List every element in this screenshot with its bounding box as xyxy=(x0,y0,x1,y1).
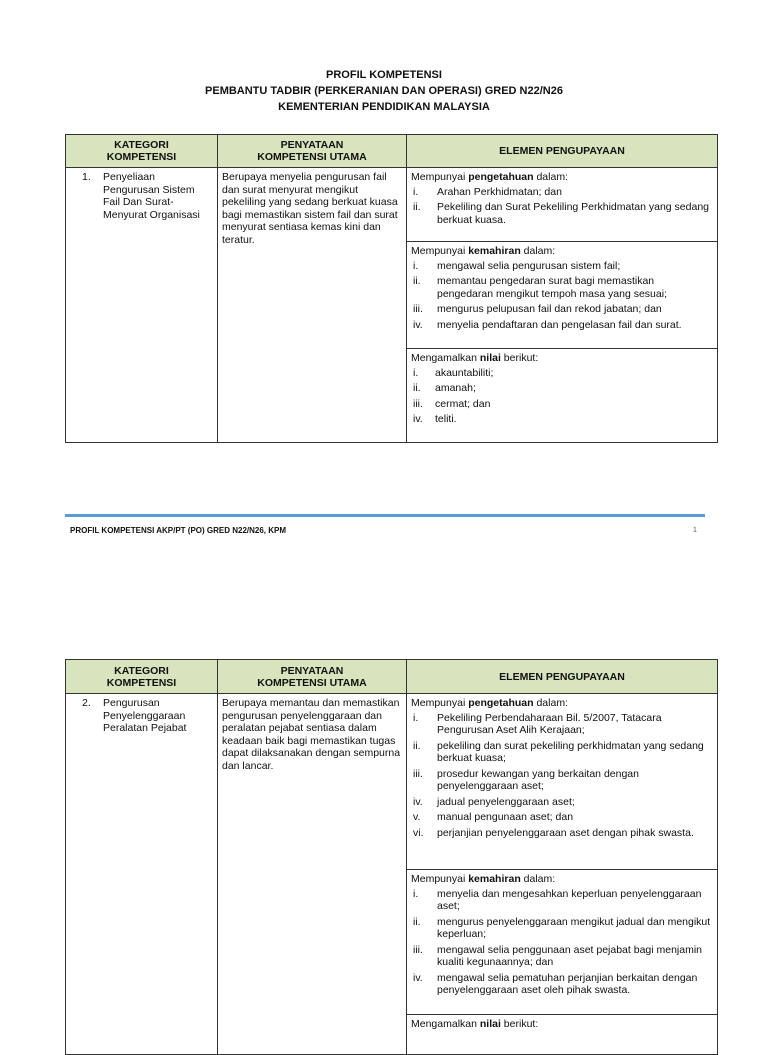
table-header-row xyxy=(66,660,718,694)
nilai-intro: Mengamalkan nilai berikut: xyxy=(411,1018,539,1030)
kemahiran-cell xyxy=(407,870,718,1015)
list-item: ii. pekeliling dan surat pekeliling perkhidmatan yang sedang berkuat kuasa; xyxy=(413,739,704,764)
header-elemen: ELEMEN PENGUPAYAAN xyxy=(407,135,718,168)
header-kategori: KATEGORI KOMPETENSI xyxy=(66,135,218,168)
list-item: ii. Pekeliling dan Surat Pekeliling Perkhidmatan yang sedang berkuat kuasa. xyxy=(413,201,710,226)
footer-rule xyxy=(65,514,705,517)
list-item: i. Arahan Perkhidmatan; dan xyxy=(413,185,562,198)
list-item: iv. mengawal selia pematuhan perjanjian berkaitan dengan penyelenggaraan aset oleh pihak swasta. xyxy=(413,971,698,996)
header-elemen: ELEMEN PENGUPAYAAN xyxy=(407,660,718,694)
header-kategori: KATEGORI KOMPETENSI xyxy=(66,660,218,694)
kategori-number: 2. xyxy=(82,697,91,709)
list-item: i. menyelia dan mengesahkan keperluan penyelenggaraan aset; xyxy=(413,887,702,912)
list-item: i. Pekeliling Perbendaharaan Bil. 5/2007, Tatacara Pengurusan Aset Alih Kerajaan; xyxy=(413,711,662,736)
list-item: iii. prosedur kewangan yang berkaitan dengan penyelenggaraan aset; xyxy=(413,767,639,792)
list-item: iv. teliti. xyxy=(413,413,457,425)
pengetahuan-list xyxy=(411,186,713,227)
pengetahuan-list xyxy=(411,712,713,840)
kategori-cell xyxy=(66,168,218,443)
table-header-row xyxy=(66,135,718,168)
pengetahuan-cell xyxy=(407,694,718,870)
nilai-cell xyxy=(407,1015,718,1055)
document-title xyxy=(0,67,768,115)
list-item: i. akauntabiliti; xyxy=(413,366,494,379)
table-row xyxy=(66,168,718,242)
list-item: ii. mengurus penyelenggaraan mengikut jadual dan mengikut keperluan; xyxy=(413,915,711,940)
title-line-2: PEMBANTU TADBIR (PERKERANIAN DAN OPERASI) GRED N22/N26 xyxy=(205,85,563,97)
competency-table-2 xyxy=(65,659,718,1055)
header-penyataan: PENYATAAN KOMPETENSI UTAMA xyxy=(218,660,407,694)
header-penyataan: PENYATAAN KOMPETENSI UTAMA xyxy=(218,135,407,168)
table-row xyxy=(66,694,718,870)
page-number: 1 xyxy=(693,527,697,534)
kemahiran-cell xyxy=(407,242,718,349)
list-item: i. mengawal selia pengurusan sistem fail; xyxy=(413,259,621,272)
kategori-text: Pengurusan Penyelenggaraan Peralatan Pejabat xyxy=(103,697,187,734)
pengetahuan-cell xyxy=(407,168,718,242)
list-item: ii. amanah; xyxy=(413,382,476,394)
list-item: ii. memantau pengedaran surat bagi memastikan pengedaran mengikut tempoh masa yang sesuai; xyxy=(413,275,667,300)
kemahiran-list xyxy=(411,888,713,997)
list-item: v. manual pengunaan aset; dan xyxy=(413,811,574,823)
list-item: iii. cermat; dan xyxy=(413,397,491,410)
pengetahuan-intro: Mempunyai pengetahuan dalam: xyxy=(411,171,568,183)
nilai-intro: Mengamalkan nilai berikut: xyxy=(411,352,539,364)
list-item: iii. mengawal selia penggunaan aset pejabat bagi menjamin kualiti kegunaannya; dan xyxy=(413,943,703,968)
penyataan-cell: Berupaya memantau dan memastikan pengurusan penyelenggaraan dan peralatan pejabat sentiasa dalam keadaan baik bagi memastikan tugas dapat dilaksanakan dengan sempurna dan lancar. xyxy=(218,694,407,1055)
competency-table-1 xyxy=(65,134,718,443)
kemahiran-intro: Mempunyai kemahiran dalam: xyxy=(411,873,556,885)
kategori-cell xyxy=(66,694,218,1055)
nilai-cell xyxy=(407,349,718,443)
footer-text: PROFIL KOMPETENSI AKP/PT (PO) GRED N22/N26, KPM xyxy=(70,526,287,535)
nilai-list xyxy=(411,367,713,426)
pengetahuan-intro: Mempunyai pengetahuan dalam: xyxy=(411,697,568,709)
kategori-number: 1. xyxy=(82,171,91,183)
kemahiran-list xyxy=(411,260,713,332)
kemahiran-intro: Mempunyai kemahiran dalam: xyxy=(411,245,556,257)
list-item: iv. menyelia pendaftaran dan pengelasan fail dan surat. xyxy=(413,318,682,331)
list-item: iv. jadual penyelenggaraan aset; xyxy=(413,795,575,808)
title-line-3: KEMENTERIAN PENDIDIKAN MALAYSIA xyxy=(278,101,490,113)
penyataan-cell: Berupaya menyelia pengurusan fail dan surat menyurat mengikut pekeliling yang sedang berkuat kuasa bagi memastikan sistem fail dan surat menyurat sentiasa kemas kini dan teratur. xyxy=(218,168,407,443)
list-item: iii. mengurus pelupusan fail dan rekod jabatan; dan xyxy=(413,303,662,315)
list-item: vi. perjanjian penyelenggaraan aset dengan pihak swasta. xyxy=(413,826,694,839)
title-line-1: PROFIL KOMPETENSI xyxy=(326,69,442,81)
kategori-text: Penyeliaan Pengurusan Sistem Fail Dan Surat-Menyurat Organisasi xyxy=(103,171,200,221)
